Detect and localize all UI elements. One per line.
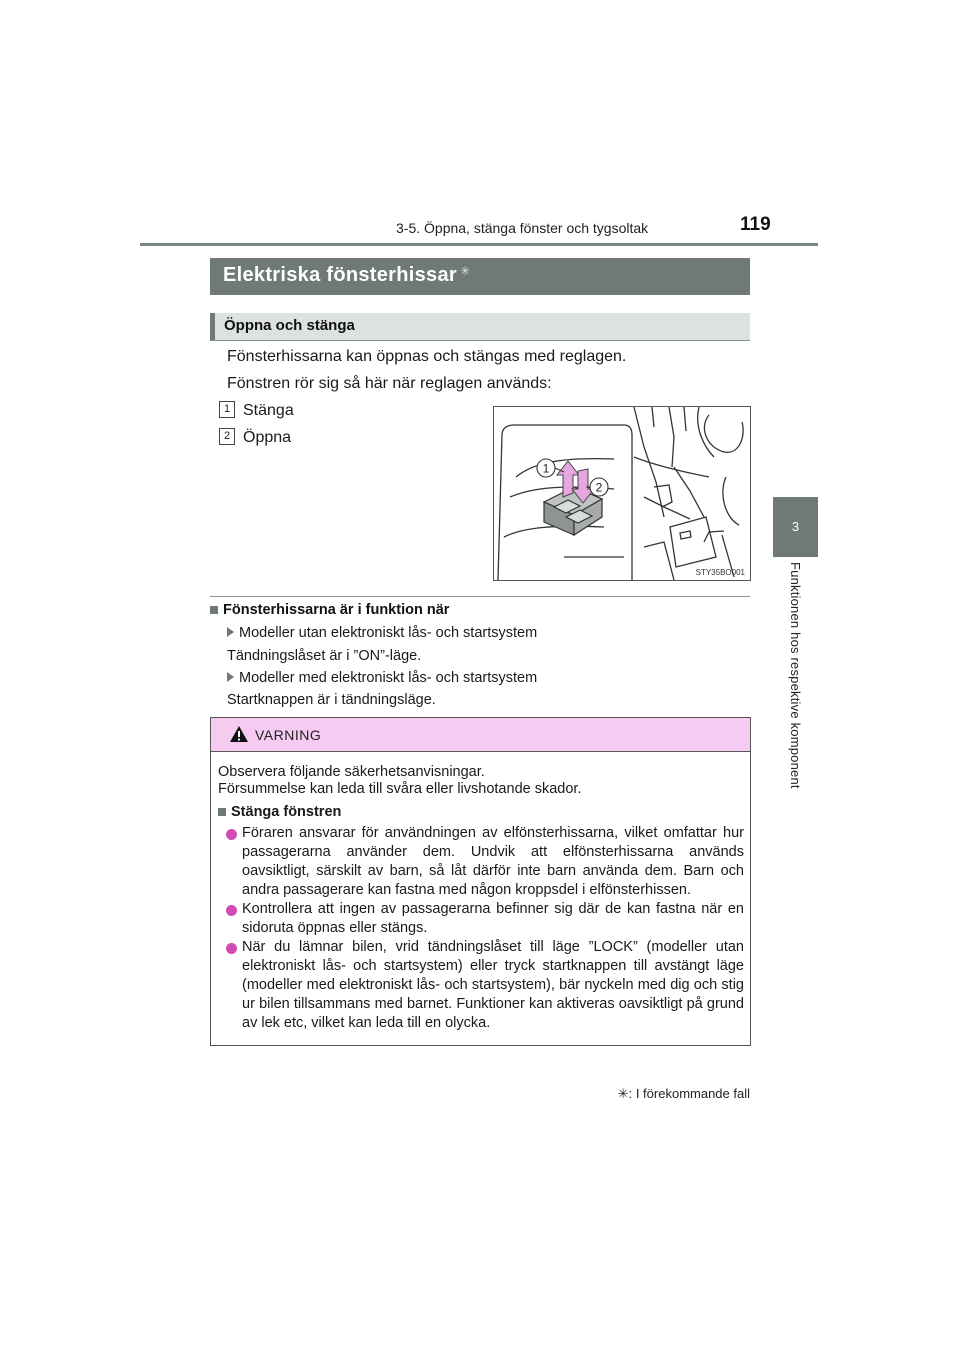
legend-number-1: 1 — [219, 401, 235, 418]
model-with-keyless-text: Modeller med elektroniskt lås- och startsystem — [239, 670, 538, 686]
callout-2: 2 — [595, 480, 603, 495]
square-bullet-icon — [218, 808, 226, 816]
warning-box — [210, 717, 751, 1046]
operation-heading-text: Fönsterhissarna är i funktion när — [223, 602, 450, 618]
warning-subheading-text: Stänga fönstren — [231, 804, 342, 820]
warning-header — [211, 718, 750, 752]
intro-line-2: Fönstren rör sig så här när reglagen används: — [227, 375, 552, 392]
pink-bullet-icon — [226, 905, 237, 916]
pink-bullet-icon — [226, 943, 237, 954]
intro-line-1: Fönsterhissarna kan öppnas och stängas med reglagen. — [227, 348, 627, 365]
warning-intro-2: Försummelse kan leda till svåra eller livshotande skador. — [218, 781, 582, 797]
footnote-marker: ✳ — [617, 1086, 629, 1101]
section-title: 3-5. Öppna, stänga fönster och tygsoltak — [396, 220, 649, 236]
illustration-drawing — [494, 407, 750, 580]
subheading-text: Öppna och stänga — [224, 317, 355, 334]
model-with-keyless — [227, 670, 537, 686]
subheading-bar — [210, 313, 750, 341]
main-title — [223, 264, 470, 287]
model-without-keyless-text: Modeller utan elektroniskt lås- och startsystem — [239, 625, 538, 641]
main-title-text: Elektriska fönsterhissar — [223, 264, 457, 286]
optional-marker: ✳ — [459, 264, 471, 278]
warning-item-1: Föraren ansvarar för användningen av elfönsterhissarna, vilket omfattar hur passagerarna använder dem. Undvik att elfönsterhissarna används oavsiktligt, särskilt av barn, så låt därför inte barn använda dem. Barn och andra passagerare kan fastna med någon kroppsdel i elfönsterhissen. — [242, 825, 744, 898]
triangle-bullet-icon — [227, 672, 234, 682]
illustration-code: STY35BO001 — [695, 568, 745, 577]
condition-ignition-on: Tändningslåset är i ”ON”-läge. — [227, 648, 422, 664]
legend-number-2: 2 — [219, 428, 235, 445]
warning-subheading — [218, 803, 341, 822]
warning-triangle-icon — [229, 725, 249, 743]
triangle-bullet-icon — [227, 627, 234, 637]
condition-start-button: Startknappen är i tändningsläge. — [227, 692, 436, 708]
subheading-accent — [210, 313, 215, 340]
warning-intro-1: Observera följande säkerhetsanvisningar. — [218, 764, 485, 780]
model-without-keyless — [227, 625, 537, 641]
warning-label: VARNING — [255, 727, 322, 743]
footnote-text: : I förekommande fall — [628, 1086, 750, 1101]
section-divider — [210, 596, 750, 597]
operation-heading — [210, 602, 449, 618]
warning-item-2: Kontrollera att ingen av passagerarna befinner sig där de kan fastna när en sidoruta öppnas eller stängs. — [242, 901, 744, 936]
page-number: 119 — [740, 214, 771, 235]
header-rule — [140, 243, 818, 246]
chapter-tab[interactable]: 3 — [773, 497, 818, 557]
pink-bullet-icon — [226, 829, 237, 840]
footnote — [618, 1086, 750, 1102]
legend-label-open: Öppna — [243, 429, 292, 446]
main-title-bar — [210, 258, 750, 295]
window-switch-illustration — [493, 406, 751, 581]
chapter-title-vertical — [773, 562, 818, 812]
callout-1: 1 — [542, 461, 550, 476]
legend-label-close: Stänga — [243, 402, 294, 419]
chapter-title-label: Funktionen hos respektive komponent — [788, 562, 803, 789]
warning-item-3: När du lämnar bilen, vrid tändningslåset till läge ”LOCK” (modeller utan elektroniskt lås- och startsystem) eller tryck startknappen till avstängt läge (modeller med elektroniskt lås- och startsystem), bär nyckeln med dig och stig ur bilen tillsammans med barnet. Funktioner kan aktiveras oavsiktligt på grund av lek etc, vilket kan leda till en olycka. — [242, 939, 744, 1031]
square-bullet-icon — [210, 606, 218, 614]
